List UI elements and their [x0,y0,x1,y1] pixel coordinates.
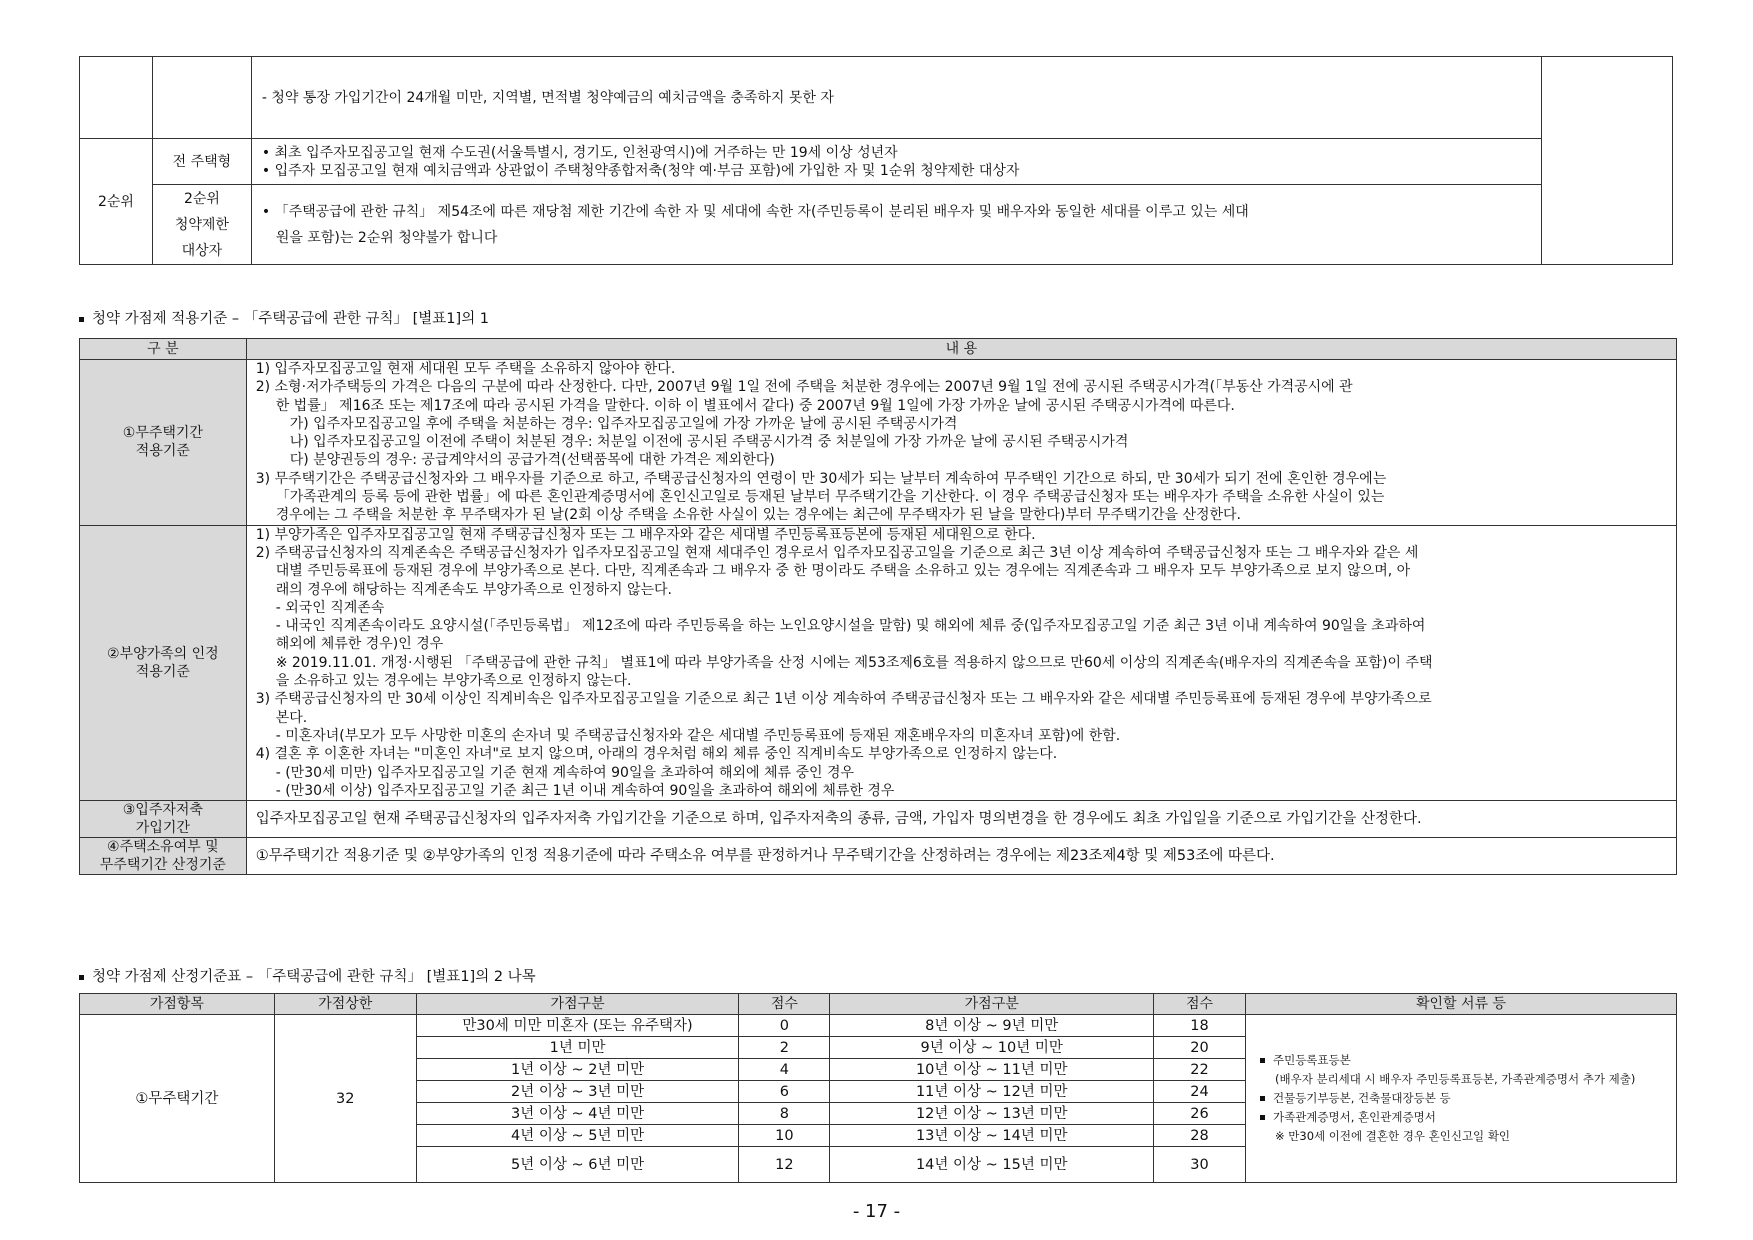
content-line: - 내국인 직계존속이라도 요양시설(「주민등록법」 제12조에 따라 주민등록을 하는 노인요양시설을 말함) 및 해외에 체류 중(입주자모집공고일 기준 최근 3년 이내 계속하여 90일을 초과하여 [275,618,1426,635]
item-max-points: 32 [274,1015,416,1183]
header-content: 내 용 [246,339,1676,360]
range-cell: 10년 이상 ~ 11년 미만 [830,1059,1154,1081]
content-line: 1) 부양가족은 입주자모집공고일 현재 주택공급신청자 또는 그 배우자와 같은 세대별 주민등록표등본에 등재된 세대원으로 한다. [255,526,1036,543]
condition-item: • 최초 입주자모집공고일 현재 수도권(서울특별시, 경기도, 인천광역시)에 거주하는 만 19세 이상 성년자 [261,144,898,161]
scoring-points-table [79,993,1677,1183]
no-house-period-criteria-label [80,360,247,526]
square-bullet-icon [79,317,84,322]
points-cell: 0 [739,1015,830,1037]
header-documents: 확인할 서류 등 [1245,994,1676,1015]
ownership-criteria-label [80,838,247,875]
points-cell: 12 [739,1147,830,1183]
points-cell: 20 [1154,1037,1246,1059]
restricted-target-conditions [251,185,1541,265]
points-cell: 10 [739,1125,830,1147]
points-cell: 30 [1154,1147,1246,1183]
square-bullet-icon [1260,1058,1265,1063]
points-cell: 6 [739,1081,830,1103]
label-line: ①무주택기간 [122,425,203,442]
scoring-criteria-table [79,338,1677,875]
range-cell: 12년 이상 ~ 13년 미만 [830,1103,1154,1125]
content-line: 3) 무주택기간은 주택공급신청자와 그 배우자를 기준으로 하고, 주택공급신청자의 연령이 만 30세가 되는 날부터 계속하여 무주택인 기간으로 하되, 만 30세가 되기 전에 혼인한 경우에는 [255,470,1387,487]
cell-empty [80,57,153,139]
rank2-table [79,56,1673,265]
points-cell: 24 [1154,1081,1246,1103]
content-line: 다) 분양권등의 경우: 공급계약서의 공급가격(선택품목에 대한 가격은 제외한다) [289,452,775,469]
range-cell: 11년 이상 ~ 12년 미만 [830,1081,1154,1103]
content-line: 「가족관계의 등록 등에 관한 법률」에 따른 혼인관계증명서에 혼인신고일로 등재된 날부터 무주택기간을 기산한다. 이 경우 주택공급신청자 또는 배우자가 주택을 소유한 사실이 있는 [275,489,1385,506]
content-line: 을 소유하고 있는 경우에는 부양가족으로 인정하지 않는다. [275,673,632,690]
label-line: ③입주자저축 [122,802,203,819]
document-item [1260,1051,1670,1070]
label-line: 무주택기간 산정기준 [99,857,226,874]
header-item: 가점항목 [80,994,275,1015]
points-cell: 22 [1154,1059,1246,1081]
header-points: 점수 [1154,994,1246,1015]
points-cell: 4 [739,1059,830,1081]
content-line: 경우에는 그 주택을 처분한 후 무주택자가 된 날(2회 이상 주택을 소유한 사실이 있는 경우에는 최근에 무주택자가 된 날을 말한다)부터 무주택기간을 산정한다. [275,507,1241,524]
range-cell: 1년 미만 [416,1037,739,1059]
content-line: - 미혼자녀(부모가 모두 사망한 미혼의 손자녀 및 주택공급신청자와 같은 세대별 주민등록표에 등재된 재혼배우자의 미혼자녀 포함)에 한함. [275,727,1121,744]
range-cell: 14년 이상 ~ 15년 미만 [830,1147,1154,1183]
document-item [1260,1108,1670,1127]
content-line: 대별 주민등록표에 등재된 경우에 부양가족으로 본다. 다만, 직계존속과 그 배우자 중 한 명이라도 주택을 소유하고 있는 경우에는 직계존속과 그 배우자 모두 부양가족으로 보지 않으며, 아 [275,563,1411,580]
points-cell: 2 [739,1037,830,1059]
item-label: ①무주택기간 [80,1015,275,1183]
content-line: 2) 주택공급신청자의 직계존속은 주택공급신청자가 입주자모집공고일 현재 세대주인 경우로서 입주자모집공고일을 기준으로 최근 3년 이상 계속하여 주택공급신청자 또는 그 배우자와 같은 세 [255,544,1419,561]
cell-empty [152,57,251,139]
content-line: 래의 경우에 해당하는 직계존속도 부양가족으로 인정하지 않는다. [275,581,673,598]
content-line: 4) 결혼 후 이혼한 자녀는 "미혼인 자녀"로 보지 않으며, 아래의 경우처럼 해외 체류 중인 직계비속도 부양가족으로 인정하지 않는다. [255,746,1058,763]
range-cell: 5년 이상 ~ 6년 미만 [416,1147,739,1183]
range-cell: 13년 이상 ~ 14년 미만 [830,1125,1154,1147]
section-title-scoring-table: 청약 가점제 산정기준표 – 「주택공급에 관한 규칙」 [별표1]의 2 나목 [79,965,536,986]
dependents-criteria-label [80,525,247,800]
points-cell: 8 [739,1103,830,1125]
content-line: ①무주택기간 적용기준 및 ②부양가족의 인정 적용기준에 따라 주택소유 여부를 판정하거나 무주택기간을 산정하려는 경우에는 제23조제4항 및 제53조에 따른다. [255,847,1275,864]
criteria-row [80,525,1677,800]
label-line: 적용기준 [135,663,190,680]
content-line: 가) 입주자모집공고일 후에 주택을 처분하는 경우: 입주자모집공고일에 가장 가까운 날에 공시된 주택공시가격 [289,415,958,432]
dependents-criteria-content [246,525,1676,800]
square-bullet-icon [79,975,84,980]
document-text: 건물등기부등본, 건축물대장등본 등 [1272,1091,1451,1105]
restricted-target-label: 2순위 청약제한 대상자 [152,185,251,265]
range-cell: 4년 이상 ~ 5년 미만 [416,1125,739,1147]
rank1-excluded-condition: - 청약 통장 가입기간이 24개월 미만, 지역별, 면적별 청약예금의 예치금액을 충족하지 못한 자 [251,57,1541,139]
range-cell: 만30세 미만 미혼자 (또는 유주택자) [416,1015,739,1037]
document-item [1260,1070,1670,1089]
range-cell: 9년 이상 ~ 10년 미만 [830,1037,1154,1059]
ownership-criteria-content [246,838,1676,875]
content-line: 해외에 체류한 경우)인 경우 [275,636,444,653]
document-text: (배우자 분리세대 시 배우자 주민등록표등본, 가족관계증명서 추가 제출) [1274,1072,1636,1086]
no-house-period-criteria-content [246,360,1676,526]
content-line: - (만30세 미만) 입주자모집공고일 기준 현재 계속하여 90일을 초과하여 해외에 체류 중인 경우 [275,764,855,781]
square-bullet-icon [1260,1096,1265,1101]
section-title-scoring-criteria: 청약 가점제 적용기준 – 「주택공급에 관한 규칙」 [별표1]의 1 [79,307,489,328]
header-max: 가점상한 [274,994,416,1015]
points-cell: 18 [1154,1015,1246,1037]
document-item [1260,1089,1670,1108]
page-number: - 17 - [852,1201,901,1222]
savings-period-criteria-content [246,801,1676,838]
condition-item: • 「주택공급에 관한 규칙」 제54조에 따른 재당첨 제한 기간에 속한 자 및 세대에 속한 자(주민등록이 분리된 배우자 및 배우자와 동일한 세대를 이루고 있는 세대 원을 포함)는 2순위 청약불가 합니다 [261,203,1249,246]
all-housing-type-conditions [251,139,1541,185]
range-cell: 1년 이상 ~ 2년 미만 [416,1059,739,1081]
header-points: 점수 [739,994,830,1015]
header-range: 가점구분 [416,994,739,1015]
range-cell: 2년 이상 ~ 3년 미만 [416,1081,739,1103]
square-bullet-icon [1260,1115,1265,1120]
cell-empty [1542,57,1673,265]
criteria-row [80,360,1677,526]
header-range: 가점구분 [830,994,1154,1015]
document-text: ※ 만30세 이전에 결혼한 경우 혼인신고일 확인 [1274,1129,1511,1143]
document-item [1260,1127,1670,1146]
document-text: 주민등록표등본 [1272,1053,1351,1067]
condition-item: • 입주자 모집공고일 현재 예치금액과 상관없이 주택청약종합저축(청약 예·부금 포함)에 가입한 자 및 1순위 청약제한 대상자 [261,162,1020,179]
range-cell: 8년 이상 ~ 9년 미만 [830,1015,1154,1037]
content-line: - (만30세 이상) 입주자모집공고일 기준 최근 1년 이내 계속하여 90일을 초과하여 해외에 체류한 경우 [275,782,895,799]
label-line: 적용기준 [135,443,190,460]
header-category: 구 분 [80,339,247,360]
label-line: ②부양가족의 인정 [107,645,219,662]
points-cell: 28 [1154,1125,1246,1147]
all-housing-type-label: 전 주택형 [152,139,251,185]
required-documents [1245,1015,1676,1183]
content-line: 나) 입주자모집공고일 이전에 주택이 처분된 경우: 처분일 이전에 공시된 주택공시가격 중 처분일에 가장 가까운 날에 공시된 주택공시가격 [289,434,1129,451]
criteria-row [80,801,1677,838]
content-line: 본다. [275,709,308,726]
range-cell: 3년 이상 ~ 4년 미만 [416,1103,739,1125]
savings-period-criteria-label [80,801,247,838]
content-line: 입주자모집공고일 현재 주택공급신청자의 입주자저축 가입기간을 기준으로 하며, 입주자저축의 종류, 금액, 가입자 명의변경을 한 경우에도 최초 가입일을 기준으로 가입기간을 산정한다. [255,810,1422,827]
content-line: 2) 소형·저가주택등의 가격은 다음의 구분에 따라 산정한다. 다만, 2007년 9월 1일 전에 주택을 처분한 경우에는 2007년 9월 1일 전에 공시된 주택공시가격(「부동산 가격공시에 관 [255,379,1353,396]
content-line: 한 법률」 제16조 또는 제17조에 따라 공시된 가격을 말한다. 이하 이 별표에서 같다) 중 2007년 9월 1일에 가장 가까운 날에 공시된 주택공시가격에 따른다. [275,397,1235,414]
label-line: ④주택소유여부 및 [107,839,219,856]
score-row [80,1015,1677,1037]
document-text: 가족관계증명서, 혼인관계증명서 [1272,1110,1436,1124]
content-line: - 외국인 직계존속 [275,599,385,616]
points-cell: 26 [1154,1103,1246,1125]
content-line: 3) 주택공급신청자의 만 30세 이상인 직계비속은 입주자모집공고일을 기준으로 최근 1년 이상 계속하여 주택공급신청자 또는 그 배우자와 같은 세대별 주민등록표에 등재된 경우에 부양가족으로 [255,691,1432,708]
criteria-row [80,838,1677,875]
label-line: 가입기간 [135,820,190,837]
content-line: 1) 입주자모집공고일 현재 세대원 모두 주택을 소유하지 않아야 한다. [255,361,676,377]
rank-label: 2순위 [80,139,153,265]
content-line: ※ 2019.11.01. 개정·시행된 「주택공급에 관한 규칙」 별표1에 따라 부양가족을 산정 시에는 제53조제6호를 적용하지 않으므로 만60세 이상의 직계존속(배우자의 직계존속을 포함)이 주택 [275,654,1433,671]
